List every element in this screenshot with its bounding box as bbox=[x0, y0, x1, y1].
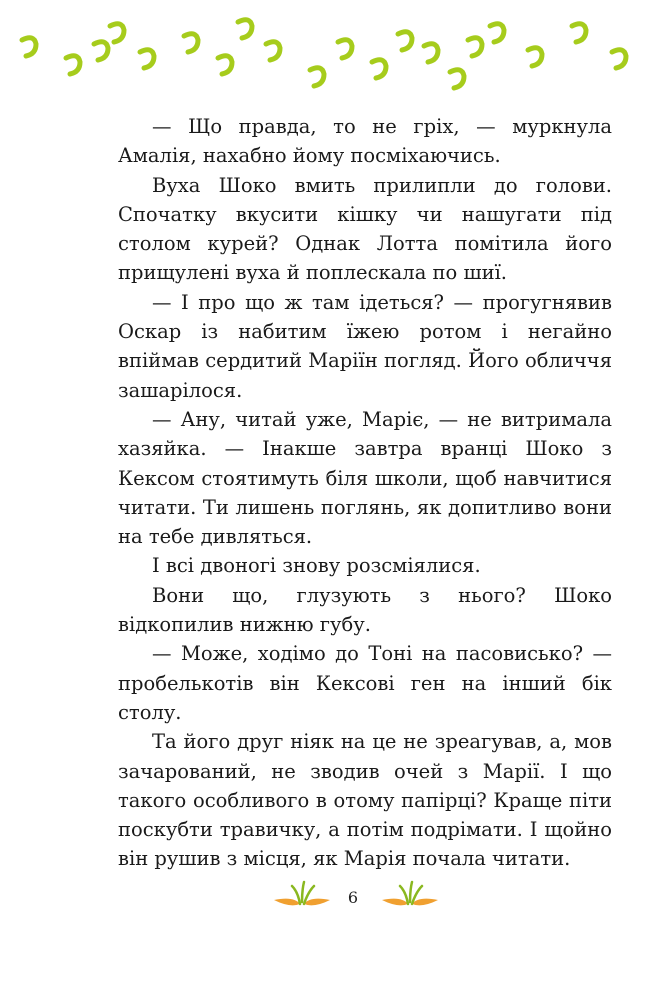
paragraph-8: Та його друг ніяк на це не зреагував, а, мов зачарований, не зводив очей з Марії. І що такого особливого в отому папірці? Краще піти поскубти травичку, а потім подрімати. І щойно він рушив з місця, як Марія почала читати. bbox=[118, 730, 612, 871]
paragraph-5: І всі двоногі знову розсміялися. bbox=[152, 554, 481, 578]
paragraph-4: — Ану, читай уже, Маріє, — не витримала хазяйка. — Інакше завтра вранці Шоко з Кексом стоятимуть біля школи, щоб навчитися читати. Ти лишень поглянь, як допитливо вони на тебе дивляться. bbox=[118, 407, 612, 549]
horseshoe-decoration bbox=[0, 0, 650, 100]
paragraph-1: — Що правда, то не гріх, — муркнула Амалія, нахабно йому посміхаючись. bbox=[118, 115, 612, 168]
page-number: 6 bbox=[347, 888, 359, 907]
page-footer bbox=[0, 878, 650, 928]
story-text bbox=[118, 112, 612, 874]
carrot-icon-left bbox=[270, 878, 334, 918]
paragraph-6: Вони що, глузують з нього? Шоко відкопилив нижню губу. bbox=[118, 583, 612, 637]
paragraph-3: — І про що ж там ідеться? — прогугнявив Оскар із набитим їжею ротом і негайно впіймав сердитий Маріїн погляд. Його обличчя зашарілося. bbox=[118, 290, 612, 402]
carrot-icon-right bbox=[378, 878, 442, 918]
paragraph-7: — Може, ходімо до Тоні на пасовисько? — пробелькотів він Кексові ген на інший бік столу. bbox=[118, 642, 612, 724]
paragraph-2: Вуха Шоко вмить прилипли до голови. Спочатку вкусити кішку чи нашугати під столом курей? Однак Лотта помітила його прищулені вуха й поплескала по шиї. bbox=[118, 173, 612, 285]
